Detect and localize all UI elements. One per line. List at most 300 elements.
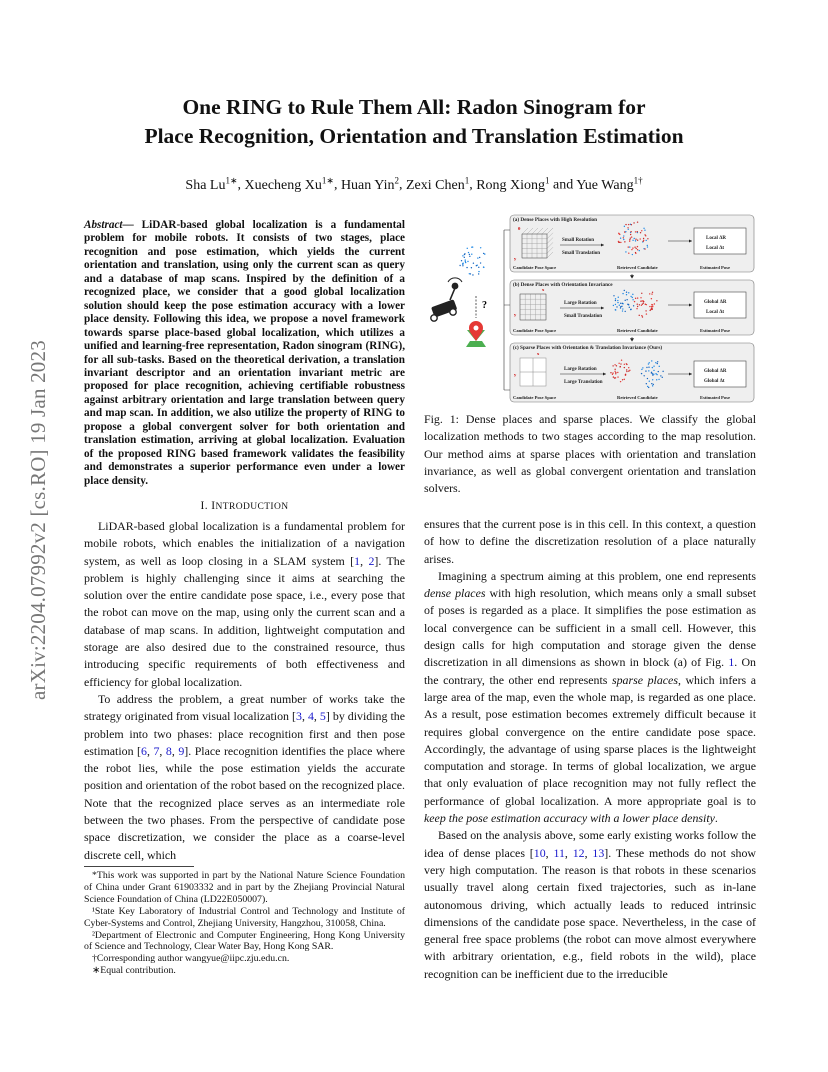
scan-point bbox=[637, 306, 638, 307]
scan-point bbox=[653, 365, 654, 366]
scan-point bbox=[635, 298, 636, 299]
scan-point bbox=[641, 293, 642, 294]
pose-dt: Global Δt bbox=[704, 379, 725, 384]
section-heading: I. INTRODUCTION bbox=[200, 500, 289, 512]
scan-point bbox=[468, 252, 469, 253]
candidate-label: Candidate Pose Space bbox=[513, 328, 557, 333]
scan-point bbox=[629, 370, 630, 371]
scan-point bbox=[640, 238, 641, 239]
scan-point bbox=[645, 370, 646, 371]
location-pin-icon bbox=[466, 321, 486, 347]
citation-link[interactable]: 7 bbox=[153, 743, 160, 758]
scan-point bbox=[464, 253, 465, 254]
scan-point bbox=[626, 371, 627, 372]
scan-point bbox=[631, 236, 632, 237]
scan-point bbox=[652, 292, 653, 293]
scan-point bbox=[624, 367, 625, 368]
author: Rong Xiong$^1$ bbox=[476, 175, 550, 193]
scan-point bbox=[628, 292, 629, 293]
paragraph: Based on the analysis above, some early existing works follow the idea of dense places [10, 11, 12, 13]. These methods do not show very high computation. The reason is that robots in these scenarios usually travel along certain fixed trajectories, such as in-lane autonomous driving, which actually leads to reduced intrinsic dimensions of the candidate pose space. Nevertheless, in the case of general free space problems (the robot can move almost everywhere with arbitrary orientation, e.g., field robots in the wild), place recognition can be inefficient due to the irreducible bbox=[424, 828, 756, 981]
scan-point bbox=[630, 237, 631, 238]
scan-point bbox=[634, 301, 635, 302]
scan-point bbox=[641, 373, 642, 374]
scan-point bbox=[471, 253, 472, 254]
author-list: Sha $Lu^{1∗}$, Xuecheng $Xu^{1∗}$, Huan Yin$^2$, Zexi Chen$^1$, Rong Xiong$^1$ and Yue Wang$^{1\dagger}$ bbox=[185, 175, 643, 193]
footnote: ∗Equal contribution. bbox=[92, 965, 176, 977]
scan-point bbox=[613, 295, 614, 296]
scan-point bbox=[628, 253, 629, 254]
scan-point bbox=[621, 359, 622, 360]
scan-point bbox=[471, 246, 472, 247]
scan-point bbox=[639, 250, 640, 251]
right-column bbox=[424, 516, 756, 983]
citation-link[interactable]: 13 bbox=[592, 845, 605, 860]
estimated-label: Estimated Pose bbox=[700, 395, 730, 400]
scan-point bbox=[637, 246, 638, 247]
scan-point bbox=[480, 247, 481, 248]
robot-icon bbox=[431, 278, 462, 321]
scan-point bbox=[647, 238, 648, 239]
scan-point bbox=[623, 237, 624, 238]
scan-point bbox=[620, 307, 621, 308]
scan-point bbox=[647, 378, 648, 379]
scan-point bbox=[646, 304, 647, 305]
scan-point bbox=[651, 309, 652, 310]
scan-point bbox=[635, 231, 636, 232]
scan-point bbox=[644, 234, 645, 235]
scan-point bbox=[624, 241, 625, 242]
scan-point bbox=[478, 271, 479, 272]
scan-point bbox=[633, 222, 634, 223]
scan-point bbox=[642, 300, 643, 301]
citation-link[interactable]: 12 bbox=[572, 845, 585, 860]
scan-point bbox=[627, 227, 628, 228]
emphasis: dense places bbox=[424, 586, 486, 601]
panel-c-title: (c) Sparse Places with Orientation & Translation Invariance (Ours) bbox=[513, 345, 663, 351]
scan-point bbox=[618, 297, 619, 298]
scan-point bbox=[622, 379, 623, 380]
scan-point bbox=[651, 298, 652, 299]
scan-point bbox=[465, 261, 466, 262]
scan-point bbox=[615, 377, 616, 378]
scan-point bbox=[632, 240, 633, 241]
scan-point bbox=[613, 376, 614, 377]
retrieved-label: Retrieved Candidate bbox=[617, 265, 658, 270]
scan-point bbox=[618, 363, 619, 364]
scan-point bbox=[628, 224, 629, 225]
citation-link[interactable]: 6 bbox=[141, 743, 147, 758]
scan-point bbox=[462, 263, 463, 264]
axis-x: x bbox=[542, 287, 545, 292]
down-arrow bbox=[631, 337, 634, 341]
author: Sha $Lu^{1∗}$ bbox=[185, 175, 238, 193]
scan-point bbox=[469, 256, 470, 257]
scan-point bbox=[637, 297, 638, 298]
scan-point bbox=[647, 386, 648, 387]
scan-point bbox=[464, 257, 465, 258]
scan-point bbox=[649, 306, 650, 307]
citation-link[interactable]: 11 bbox=[553, 845, 565, 860]
scan-point bbox=[653, 384, 654, 385]
scan-point bbox=[624, 231, 625, 232]
axis-theta: θ bbox=[518, 226, 521, 231]
candidate-label: Candidate Pose Space bbox=[513, 265, 557, 270]
scan-point bbox=[620, 238, 621, 239]
scan-point bbox=[660, 375, 661, 376]
scan-point bbox=[467, 248, 468, 249]
translation-label: Small Translation bbox=[562, 251, 601, 256]
scan-point bbox=[612, 365, 613, 366]
scan-point bbox=[642, 316, 643, 317]
scan-point bbox=[651, 383, 652, 384]
scan-point bbox=[632, 254, 633, 255]
scan-point bbox=[632, 297, 633, 298]
scan-point bbox=[640, 297, 641, 298]
scan-point bbox=[461, 260, 462, 261]
scan-point bbox=[658, 371, 659, 372]
scan-point bbox=[620, 381, 621, 382]
scan-point bbox=[476, 265, 477, 266]
axis-y: y bbox=[514, 312, 517, 317]
scan-point bbox=[662, 377, 663, 378]
scan-point bbox=[626, 369, 627, 370]
scan-point bbox=[656, 300, 657, 301]
scan-point bbox=[655, 362, 656, 363]
bracket bbox=[504, 230, 510, 390]
scan-point bbox=[639, 315, 640, 316]
scan-point bbox=[626, 299, 627, 300]
title-line-1: One RING to Rule Them All: Radon Sinogram for bbox=[182, 95, 646, 119]
rotation-label: Large Rotation bbox=[564, 367, 597, 372]
scan-point bbox=[614, 364, 615, 365]
scan-point bbox=[647, 245, 648, 246]
scan-point bbox=[643, 228, 644, 229]
scan-point bbox=[651, 306, 652, 307]
citation-link[interactable]: 1 bbox=[354, 553, 361, 568]
scan-point bbox=[643, 238, 644, 239]
scan-point bbox=[651, 293, 652, 294]
scan-point bbox=[631, 224, 632, 225]
scan-point bbox=[632, 299, 633, 300]
scan-point bbox=[656, 379, 657, 380]
retrieved-label: Retrieved Candidate bbox=[617, 395, 658, 400]
scan-point bbox=[632, 294, 633, 295]
scan-point bbox=[467, 261, 468, 262]
query-scan-points bbox=[459, 246, 485, 275]
abstract-text: — LiDAR-based global localization is a fundamental problem for mobile robots. It consists of two stages, place recognition and pose estimation, which yields the current orientation and translation, using only the current scan as query and a database of map scans. Inspired by the definition of a recognized place, we consider that a good global localization solution should keep the pose estimation accuracy with a lower place density. Following this idea, we propose a novel framework towards sparse place-based global localization, which utilizes a unified and learning-free representation, Radon sinogram (RING), for all sub-tasks. Based on the theoretical derivation, a translation invariant descriptor and an orientation invariant metric are proposed for place recognition, achieving certifiable robustness against arbitrary orientation and large translation between query and map scan. In addition, we also utilize the property of RING to propose a global convergent solver for both orientation and translation estimation, arriving at global localization. Evaluation of the proposed RING based framework validates the feasibility and demonstrates a superior performance even under a lower place density. bbox=[84, 219, 405, 487]
scan-point bbox=[614, 371, 615, 372]
scan-point bbox=[623, 235, 624, 236]
citation-link[interactable]: 10 bbox=[533, 845, 546, 860]
scan-point bbox=[629, 241, 630, 242]
translation-label: Small Translation bbox=[564, 314, 603, 319]
citation-link[interactable]: 5 bbox=[319, 709, 326, 724]
figure-caption: Fig. 1: Dense places and sparse places. We classify the global localization methods to two stages according to the map resolution. Our method aims at sparse places with orientation and translation invariance, as well as global convergent orientation and translation solvers. bbox=[424, 412, 756, 496]
footnotes bbox=[84, 870, 405, 977]
scan-point bbox=[640, 232, 641, 233]
scan-point bbox=[631, 249, 632, 250]
scan-point bbox=[613, 305, 614, 306]
scan-point bbox=[651, 360, 652, 361]
pose-dt: Local Δt bbox=[706, 310, 724, 315]
scan-point bbox=[483, 267, 484, 268]
scan-point bbox=[639, 304, 640, 305]
paragraph: LiDAR-based global localization is a fundamental problem for mobile robots, which enables the initialization of a navigation system, as well as loop closing in a SLAM system [1, 2]. The problem is highly challenging since it aims at searching the solution over the entire candidate pose space, i.e., every pose that the robot can move on the map, using only the current scan and a database of map scans. In addition, lightweight computation and storage are also desired due to the constrained resource, thus introducing specific requirements of both effectiveness and efficiency for global localization. bbox=[84, 519, 405, 689]
scan-point bbox=[624, 290, 625, 291]
scan-point bbox=[615, 373, 616, 374]
scan-point bbox=[624, 379, 625, 380]
scan-point bbox=[618, 233, 619, 234]
arxiv-stamp bbox=[18, 290, 62, 700]
scan-point bbox=[657, 361, 658, 362]
scan-point bbox=[629, 239, 630, 240]
scan-point bbox=[653, 370, 654, 371]
scan-point bbox=[625, 231, 626, 232]
scan-point bbox=[625, 300, 626, 301]
scan-point bbox=[654, 303, 655, 304]
scan-point bbox=[628, 367, 629, 368]
scan-point bbox=[632, 247, 633, 248]
citation-link[interactable]: 8 bbox=[165, 743, 172, 758]
scan-point bbox=[622, 308, 623, 309]
arxiv-id: arXiv:2204.07992v2 [cs.RO] 19 Jan 2023 bbox=[26, 340, 50, 700]
pose-dt: Local Δt bbox=[706, 246, 724, 251]
scan-point bbox=[623, 239, 624, 240]
scan-point bbox=[646, 383, 647, 384]
scan-point bbox=[615, 298, 616, 299]
scan-point bbox=[635, 252, 636, 253]
scan-point bbox=[634, 246, 635, 247]
scan-point bbox=[478, 273, 479, 274]
scan-point bbox=[627, 304, 628, 305]
scan-point bbox=[637, 304, 638, 305]
scan-point bbox=[645, 240, 646, 241]
down-arrow bbox=[631, 274, 634, 278]
translation-label: Large Translation bbox=[564, 380, 603, 385]
scan-point bbox=[620, 242, 621, 243]
scan-point bbox=[616, 306, 617, 307]
title-line-2: Place Recognition, Orientation and Translation Estimation bbox=[144, 124, 684, 148]
scan-point bbox=[655, 373, 656, 374]
footnote-rule bbox=[84, 866, 194, 867]
rotation-label: Large Rotation bbox=[564, 301, 597, 306]
candidate-label: Candidate Pose Space bbox=[513, 395, 557, 400]
scan-point bbox=[624, 364, 625, 365]
panel-b-title: (b) Dense Places with Orientation Invariance bbox=[513, 282, 613, 288]
scan-point bbox=[624, 226, 625, 227]
scan-point bbox=[652, 367, 653, 368]
scan-point bbox=[637, 221, 638, 222]
scan-point bbox=[618, 241, 619, 242]
scan-point bbox=[652, 385, 653, 386]
scan-point bbox=[622, 293, 623, 294]
scan-point bbox=[624, 311, 625, 312]
paragraph: Imagining a spectrum aiming at this problem, one end represents dense places with high resolution, which means only a small subset of poses is regarded as a place. It simplifies the pose estimation as local convergence can be sufficient in a small cell. However, this design calls for high computation and storage given the dense discretization in all dimensions as shown in block (a) of Fig. 1. On the contrary, the other end represents sparse places, which infers a large area of the map, even the whole map, is regarded as one place. As a result, pose estimation becomes extremely difficult because it requires global convergence on the entire candidate pose space. Accordingly, the advantage of using sparse places is the lightweight computation and storage. In terms of global localization, we argue that only evaluation of place recognition may not fully reflect the performance of global localization. A more appropriate goal is to keep the pose estimation accuracy with a lower place density. bbox=[424, 568, 756, 826]
paragraph: ensures that the current pose is in this cell. In this context, a question of how to define the discretization resolution of a place naturally arises. bbox=[424, 517, 756, 566]
scan-point bbox=[634, 238, 635, 239]
author: Yue Wang$^{1\dagger}$ bbox=[576, 175, 643, 193]
scan-point bbox=[641, 315, 642, 316]
scan-point bbox=[620, 303, 621, 304]
scan-point bbox=[646, 367, 647, 368]
retrieved-label: Retrieved Candidate bbox=[617, 328, 658, 333]
axis-y: y bbox=[514, 372, 517, 377]
scan-point bbox=[465, 259, 466, 260]
scan-point bbox=[471, 267, 472, 268]
citation-link[interactable]: 9 bbox=[178, 743, 185, 758]
scan-point bbox=[483, 253, 484, 254]
pose-dr: Global ΔR bbox=[704, 369, 727, 374]
scan-point bbox=[643, 302, 644, 303]
scan-point bbox=[462, 265, 463, 266]
pose-dr: Local ΔR bbox=[706, 236, 726, 241]
scan-point bbox=[643, 240, 644, 241]
pose-dr: Global ΔR bbox=[704, 300, 727, 305]
scan-point bbox=[619, 304, 620, 305]
scan-point bbox=[466, 267, 467, 268]
scan-point bbox=[642, 367, 643, 368]
scan-point bbox=[659, 366, 660, 367]
scan-point bbox=[477, 257, 478, 258]
scan-point bbox=[644, 230, 645, 231]
scan-point bbox=[637, 249, 638, 250]
scan-point bbox=[648, 363, 649, 364]
scan-point bbox=[647, 246, 648, 247]
scan-point bbox=[617, 372, 618, 373]
scan-point bbox=[635, 240, 636, 241]
scan-point bbox=[652, 379, 653, 380]
scan-point bbox=[628, 229, 629, 230]
scan-point bbox=[641, 305, 642, 306]
scan-point bbox=[651, 304, 652, 305]
scan-point bbox=[614, 369, 615, 370]
scan-point bbox=[644, 248, 645, 249]
figure-1 bbox=[424, 208, 756, 404]
scan-point bbox=[648, 367, 649, 368]
scan-point bbox=[617, 300, 618, 301]
scan-point bbox=[628, 246, 629, 247]
scan-point bbox=[648, 387, 649, 388]
axis-y: y bbox=[514, 256, 517, 261]
scan-point bbox=[652, 373, 653, 374]
scan-point bbox=[621, 306, 622, 307]
scan-point bbox=[469, 254, 470, 255]
scan-point bbox=[626, 292, 627, 293]
author: Zexi Chen$^1$ bbox=[405, 175, 470, 193]
scan-point bbox=[625, 224, 626, 225]
scan-point bbox=[630, 234, 631, 235]
scan-point bbox=[470, 273, 471, 274]
scan-point bbox=[473, 263, 474, 264]
scan-point bbox=[641, 369, 642, 370]
scan-point bbox=[640, 301, 641, 302]
scan-point bbox=[620, 366, 621, 367]
scan-point bbox=[641, 230, 642, 231]
scan-point bbox=[662, 371, 663, 372]
scan-point bbox=[622, 310, 623, 311]
scan-point bbox=[626, 364, 627, 365]
scan-point bbox=[657, 363, 658, 364]
scan-point bbox=[630, 296, 631, 297]
scan-point bbox=[625, 251, 626, 252]
scan-point bbox=[648, 370, 649, 371]
estimated-label: Estimated Pose bbox=[700, 328, 730, 333]
scan-point bbox=[612, 372, 613, 373]
footnote: ¹State Key Laboratory of Industrial Control and Technology and Institute of Cyber-Systems and Control, Zhejiang University, Hangzhou, 310058, China. bbox=[84, 905, 405, 929]
footnote: *This work was supported in part by the National Nature Science Foundation of China under Grant 61903332 and in part by the Zhejiang Provincial Natural Science Foundation of China (LD22E050007). bbox=[84, 870, 405, 905]
scan-point bbox=[459, 265, 460, 266]
estimated-label: Estimated Pose bbox=[700, 265, 730, 270]
scan-point bbox=[649, 380, 650, 381]
paragraph: To address the problem, a great number of works take the strategy originated from visual localization [3, 4, 5] by dividing the problem into two phases: place recognition first and then pose estimation [6, 7, 8, 9]. Place recognition identifies the place where the robot lies, while the pose estimation yields the accurate position and orientation of the robot based on the recognized place. Note that the recognized place serves as an intermediate role between the two phases. From the perspective of candidate pose space discretization, we consider the place as a coarse-level discrete cell, which bbox=[84, 691, 405, 862]
emphasis: sparse places bbox=[611, 672, 678, 687]
scan-point bbox=[642, 304, 643, 305]
scan-point bbox=[643, 375, 644, 376]
scan-point bbox=[472, 274, 473, 275]
scan-point bbox=[480, 262, 481, 263]
scan-point bbox=[649, 310, 650, 311]
emphasis: keep the pose estimation accuracy with a lower place density bbox=[424, 811, 715, 826]
scan-point bbox=[610, 372, 611, 373]
author: Huan Yin$^2$ bbox=[340, 175, 399, 193]
citation-link[interactable]: 1 bbox=[728, 655, 735, 670]
scan-point bbox=[633, 305, 634, 306]
left-column bbox=[84, 518, 405, 864]
footnote: †Corresponding author wangyue@iipc.zju.edu.cn. bbox=[92, 953, 290, 965]
scan-point bbox=[615, 304, 616, 305]
scan-point bbox=[615, 300, 616, 301]
scan-point bbox=[646, 313, 647, 314]
scan-point bbox=[617, 302, 618, 303]
citation-link[interactable]: 4 bbox=[307, 709, 314, 724]
scan-point bbox=[653, 373, 654, 374]
scan-point bbox=[615, 309, 616, 310]
scan-point bbox=[612, 374, 613, 375]
scan-point bbox=[617, 376, 618, 377]
scan-point bbox=[658, 379, 659, 380]
rotation-label: Small Rotation bbox=[562, 238, 595, 243]
scan-point bbox=[626, 294, 627, 295]
scan-point bbox=[625, 374, 626, 375]
scan-point bbox=[630, 231, 631, 232]
scan-point bbox=[635, 248, 636, 249]
scan-point bbox=[636, 308, 637, 309]
scan-point bbox=[629, 307, 630, 308]
scan-point bbox=[622, 303, 623, 304]
scan-point bbox=[462, 255, 463, 256]
scan-point bbox=[649, 293, 650, 294]
author: Xuecheng $Xu^{1∗}$ bbox=[244, 175, 334, 193]
scan-point bbox=[643, 301, 644, 302]
scan-point bbox=[616, 365, 617, 366]
abstract-label: Abstract bbox=[84, 219, 123, 231]
axis-x: x bbox=[537, 351, 540, 356]
query-mark: ? bbox=[482, 300, 487, 311]
scan-point bbox=[651, 372, 652, 373]
scan-point bbox=[637, 240, 638, 241]
citation-link[interactable]: 3 bbox=[295, 709, 302, 724]
scan-point bbox=[656, 374, 657, 375]
footnote: ²Department of Electronic and Computer Engineering, Hong Kong University of Science and Technology, Clear Water Bay, Hong Kong SAR. bbox=[84, 929, 405, 953]
paper-title bbox=[84, 93, 744, 151]
citation-link[interactable]: 2 bbox=[368, 553, 375, 568]
scan-point bbox=[630, 309, 631, 310]
scan-point bbox=[479, 257, 480, 258]
scan-point bbox=[645, 310, 646, 311]
scan-point bbox=[629, 246, 630, 247]
scan-point bbox=[620, 363, 621, 364]
abstract bbox=[84, 219, 405, 488]
